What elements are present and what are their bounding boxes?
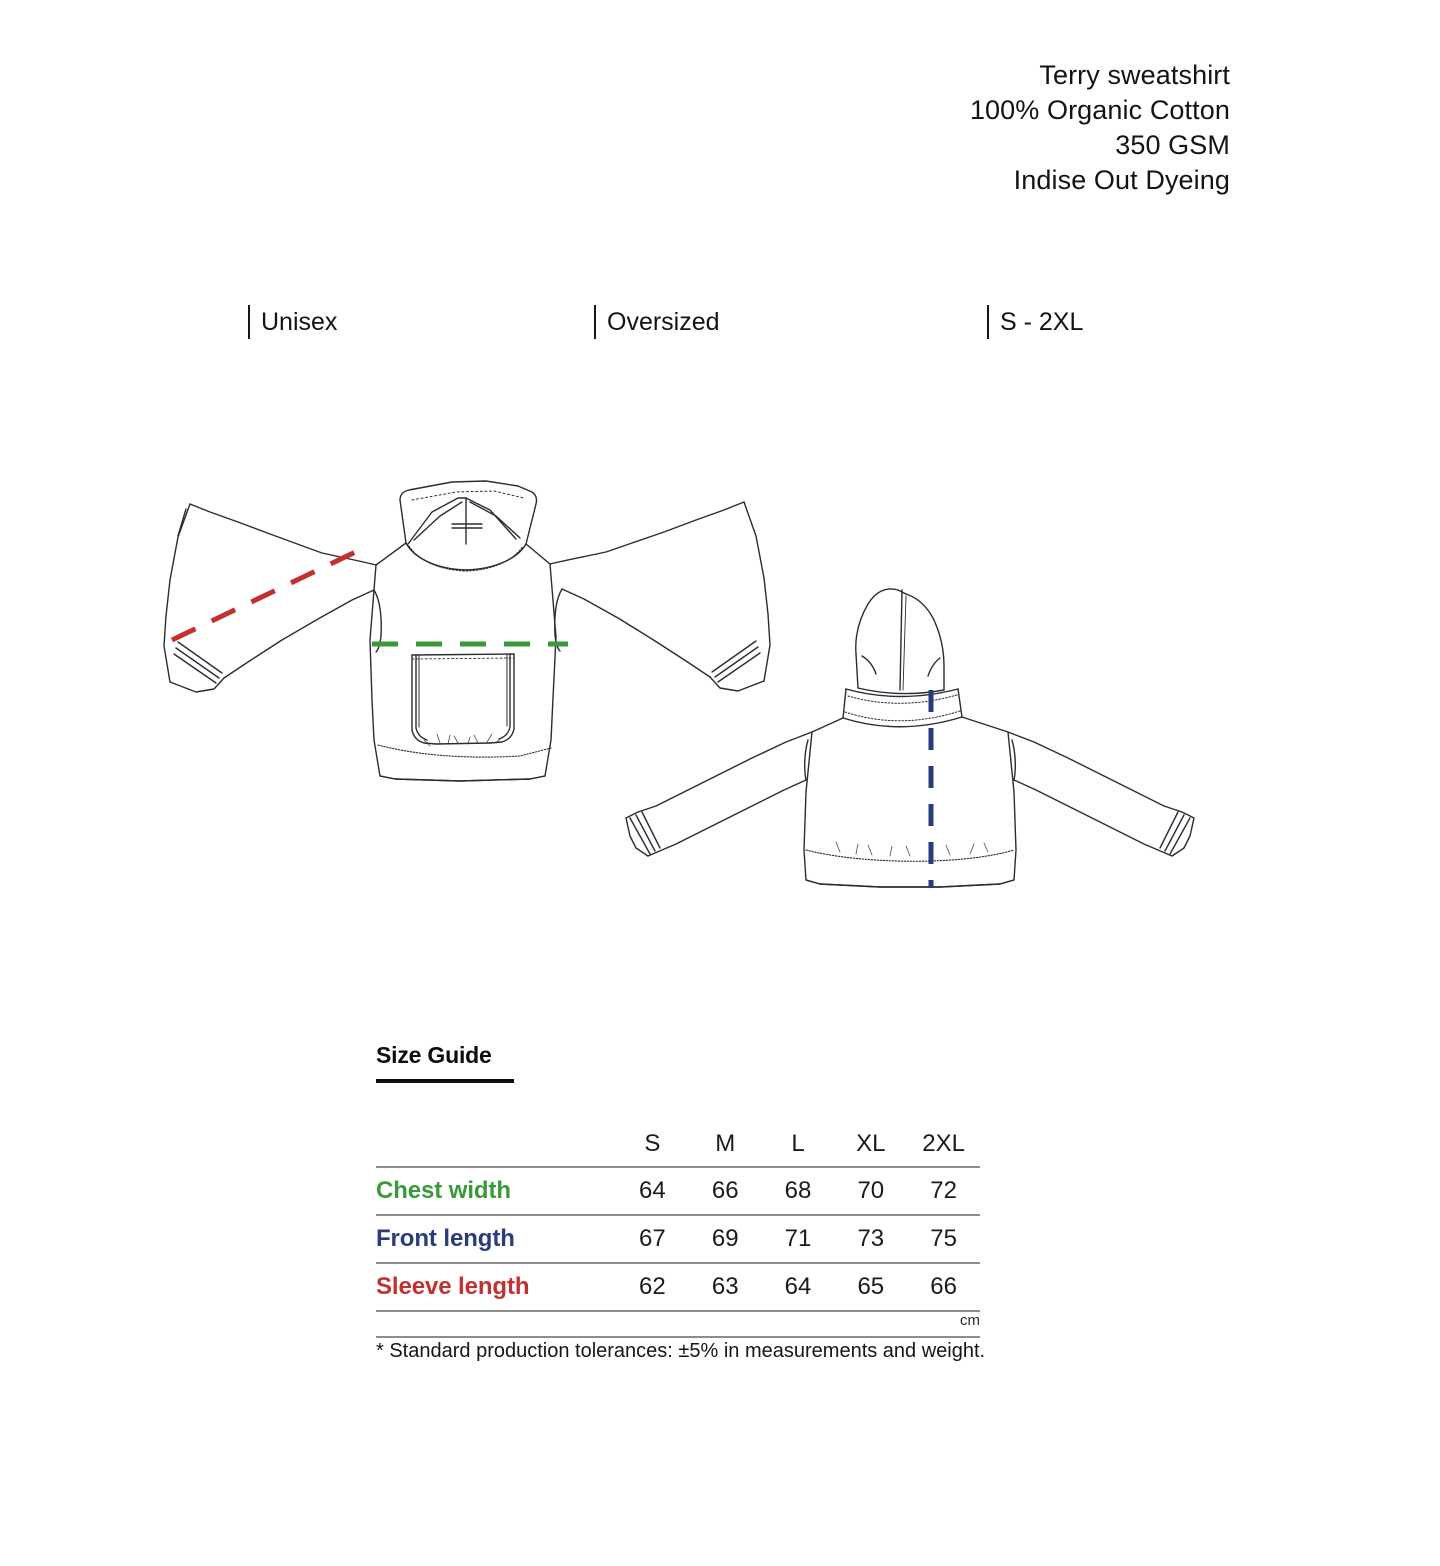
attribute-separator-icon xyxy=(594,305,596,339)
attribute-label: Unisex xyxy=(261,307,338,336)
hoodie-back-view xyxy=(626,589,1194,887)
hoodie-front-view xyxy=(164,481,770,781)
attribute-separator-icon xyxy=(248,305,250,339)
cell-chest-width-2xl: 72 xyxy=(930,1177,957,1204)
cell-chest-width-s: 64 xyxy=(639,1177,666,1204)
cell-chest-width-xl: 70 xyxy=(857,1177,885,1204)
sleeve-length-line xyxy=(172,546,368,640)
cell-front-length-s: 67 xyxy=(639,1225,666,1252)
product-dyeing: Indise Out Dyeing xyxy=(1013,165,1230,196)
size-guide-title: Size Guide xyxy=(376,1042,492,1068)
attribute-label: S - 2XL xyxy=(1000,307,1084,336)
table-header-row xyxy=(376,1121,980,1167)
cell-front-length-m: 69 xyxy=(711,1225,739,1252)
size-guide-section xyxy=(376,1042,980,1338)
cell-sleeve-length-xl: 65 xyxy=(857,1273,885,1300)
row-label-chest-width: Chest width xyxy=(376,1177,511,1204)
cell-sleeve-length-m: 63 xyxy=(711,1273,739,1300)
table-row xyxy=(376,1167,980,1215)
cell-front-length-l: 71 xyxy=(784,1225,812,1252)
size-guide-title-underline xyxy=(376,1079,514,1083)
row-label-sleeve-length: Sleeve length xyxy=(376,1273,530,1300)
cell-chest-width-m: 66 xyxy=(711,1177,739,1204)
product-weight: 350 GSM xyxy=(1115,130,1230,161)
product-composition: 100% Organic Cotton xyxy=(969,95,1230,126)
product-spec-header xyxy=(970,58,1230,198)
measurement-column-header xyxy=(376,1121,616,1167)
technical-flat-drawing xyxy=(0,440,1440,940)
cell-front-length-2xl: 75 xyxy=(930,1225,957,1252)
unit-label: cm xyxy=(960,1312,980,1329)
cell-front-length-xl: 73 xyxy=(857,1225,885,1252)
cell-sleeve-length-2xl: 66 xyxy=(930,1273,957,1300)
attribute-fit-style xyxy=(594,300,720,344)
table-row xyxy=(376,1263,980,1311)
size-column-header-xl: XL xyxy=(856,1129,886,1157)
tolerance-footnote: * Standard production tolerances: ±5% in measurements and weight. xyxy=(376,1340,986,1362)
size-column-header-2xl: 2XL xyxy=(922,1129,965,1157)
cell-chest-width-l: 68 xyxy=(784,1177,812,1204)
attribute-fit-gender xyxy=(248,300,337,344)
cell-sleeve-length-l: 64 xyxy=(784,1273,812,1300)
table-row xyxy=(376,1215,980,1263)
table-unit-row xyxy=(376,1311,980,1337)
cell-sleeve-length-s: 62 xyxy=(639,1273,666,1300)
size-column-header-m: M xyxy=(715,1129,736,1157)
attribute-label: Oversized xyxy=(607,307,720,336)
size-column-header-s: S xyxy=(644,1129,661,1157)
product-name: Terry sweatshirt xyxy=(1039,60,1230,90)
attribute-size-range xyxy=(987,300,1083,344)
attribute-separator-icon xyxy=(987,305,989,339)
size-guide-table xyxy=(376,1121,980,1338)
row-label-front-length: Front length xyxy=(376,1225,515,1252)
size-column-header-l: L xyxy=(791,1129,805,1157)
product-attributes xyxy=(248,300,1148,344)
